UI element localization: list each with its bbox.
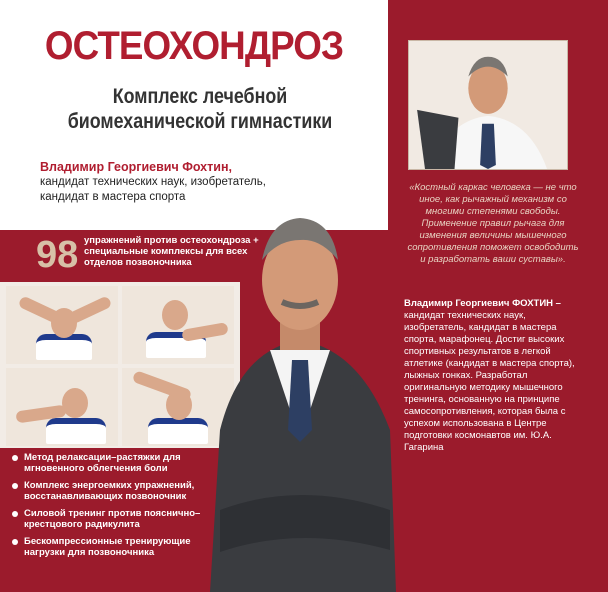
benefit-item: Метод релаксации–растяжки для мгновенного облегчения боли	[10, 452, 230, 474]
exercise-photo-1	[6, 286, 118, 364]
bio-text: кандидат технических наук, изобретатель, кандидат в мастера спорта, марафонец. Достиг высоких спортивных результатов в легкой атлетике (кандидат в мастера спорта), лыжных гонках. Разработал оригинальную методику мышечного тренинга, основанную на принципе самосопротивления, которая была с успехом использована в Центре подготовки космонавтов им. Ю.А. Гагарина	[404, 310, 575, 453]
exercise-photo-3	[6, 368, 118, 446]
benefit-item: Силовой тренинг против пояснично–крестцового радикулита	[10, 508, 230, 530]
author-credentials: кандидат технических наук, изобретатель, кандидат в мастера спорта	[40, 176, 266, 203]
author-portrait	[200, 180, 400, 592]
exercise-count-caption: упражнений против остеохондроза + специальные комплексы для всех отделов позвоночника	[84, 235, 259, 268]
benefit-item: Комплекс энергоемких упражнений, восстанавливающих позвоночник	[10, 480, 230, 502]
benefit-item: Бескомпрессионные тренирующие нагрузки для позвоночника	[10, 536, 230, 558]
bio-author-name: Владимир Георгиевич ФОХТИН –	[404, 298, 561, 309]
book-subtitle: Комплекс лечебной биомеханической гимнастики	[67, 85, 333, 133]
exercise-count: 98	[36, 234, 79, 276]
book-title: ОСТЕОХОНДРОЗ	[44, 24, 344, 68]
author-quote: «Костный каркас человека — не что иное, как рычажный механизм со многими степенями свободы. Применение правил рычага для изменения величины мышечного сопротивления поможет освободить и разработать ваши суставы».	[407, 182, 579, 265]
benefit-list	[10, 452, 230, 564]
author-photo-small	[408, 40, 568, 170]
author-name: Владимир Георгиевич Фохтин,	[40, 160, 232, 174]
